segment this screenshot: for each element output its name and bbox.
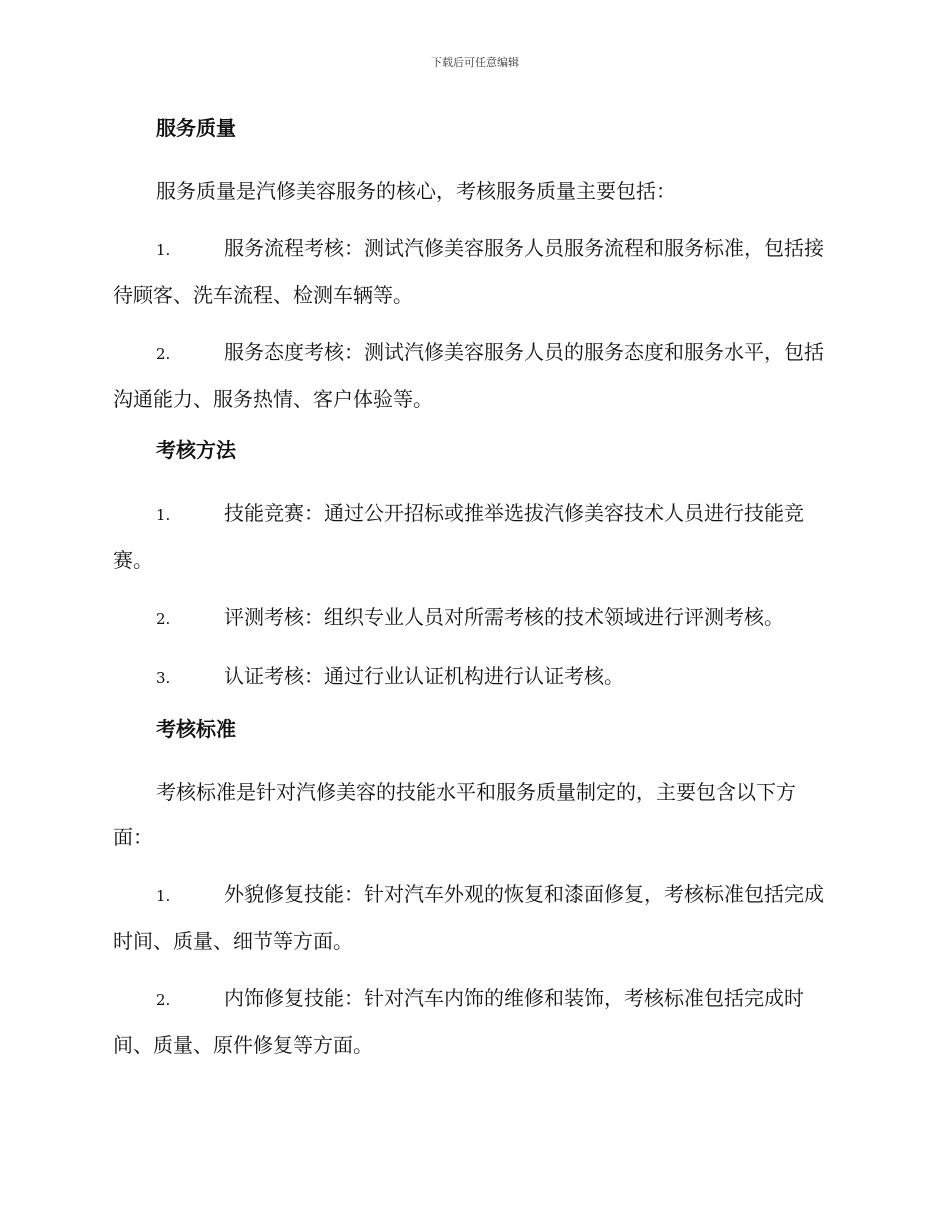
list-item-text: 外貌修复技能：针对汽车外观的恢复和漆面修复，考核标准包括完成时间、质量、细节等方面。	[113, 882, 824, 953]
list-item	[113, 226, 835, 318]
list-item-text: 评测考核：组织专业人员对所需考核的技术领域进行评测考核。	[224, 605, 784, 629]
section-heading-methods: 考核方法	[156, 438, 236, 462]
list-item-text: 服务流程考核：测试汽修美容服务人员服务流程和服务标准，包括接待顾客、洗车流程、检测车辆等。	[113, 236, 824, 307]
list-item-number: 1.	[156, 887, 171, 905]
list-item-text: 认证考核：通过行业认证机构进行认证考核。	[224, 664, 624, 688]
list-item-number: 2.	[156, 610, 171, 628]
list-item-text: 服务态度考核：测试汽修美容服务人员的服务态度和服务水平，包括沟通能力、服务热情、客户体验等。	[113, 340, 824, 411]
list-item-number: 2.	[156, 345, 171, 363]
list-item-number: 3.	[156, 669, 171, 687]
list-item-number: 1.	[156, 506, 171, 524]
list-item	[113, 976, 835, 1068]
list-item	[113, 491, 835, 583]
list-item	[113, 654, 835, 701]
list-item-text: 内饰修复技能：针对汽车内饰的维修和装饰，考核标准包括完成时间、质量、原件修复等方面。	[113, 986, 804, 1057]
service-quality-intro: 服务质量是汽修美容服务的核心，考核服务质量主要包括：	[156, 179, 676, 203]
list-item-text: 技能竞赛：通过公开招标或推举选拔汽修美容技术人员进行技能竞赛。	[113, 501, 804, 572]
list-item	[113, 330, 835, 422]
list-item-number: 1.	[156, 241, 171, 259]
section-heading-service-quality: 服务质量	[156, 116, 236, 140]
standards-intro: 考核标准是针对汽修美容的技能水平和服务质量制定的，主要包含以下方面：	[113, 780, 796, 849]
document-body	[113, 112, 835, 1080]
list-item-number: 2.	[156, 991, 171, 1009]
list-item	[113, 872, 835, 964]
section-heading-standards: 考核标准	[156, 717, 236, 741]
list-item	[113, 595, 835, 642]
header-note: 下载后可任意编辑	[431, 56, 519, 69]
